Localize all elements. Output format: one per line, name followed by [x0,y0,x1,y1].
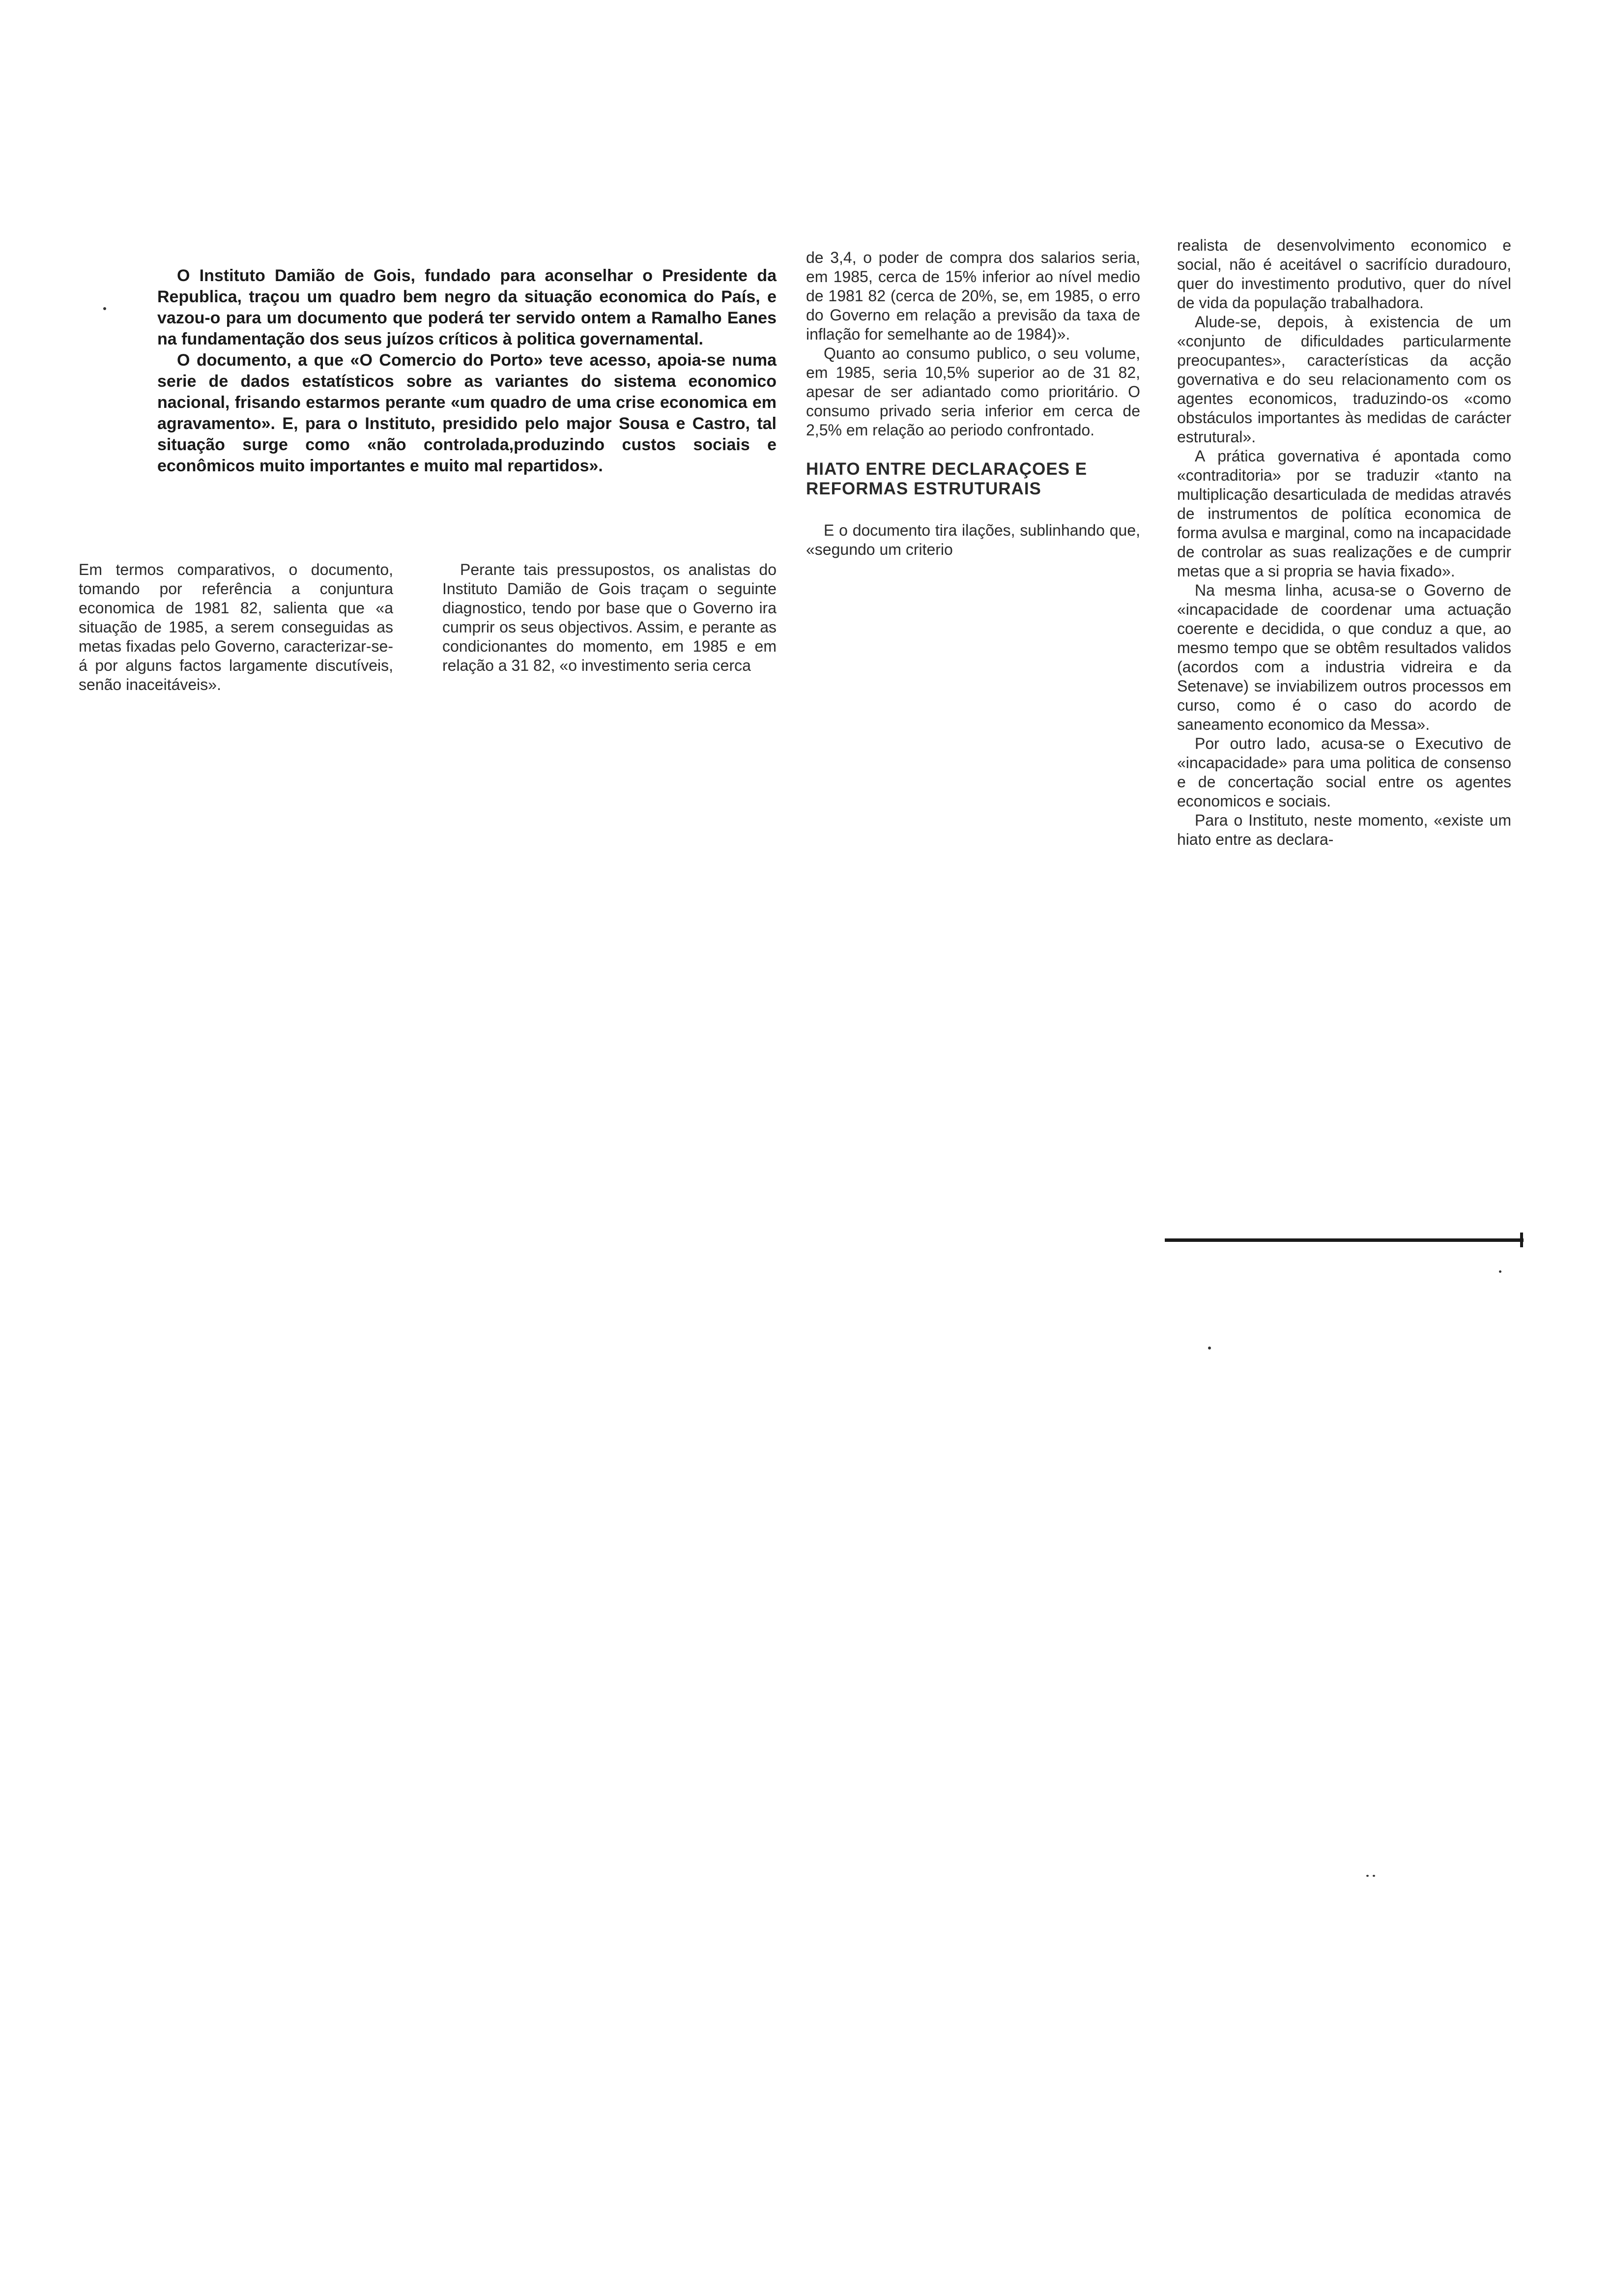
column-end-rule-tick [1520,1233,1523,1247]
section-subheading: HIATO ENTRE DECLARAÇOES E REFORMAS ESTRUTURAIS [806,459,1088,498]
lead-paragraphs [157,265,777,477]
body-paragraph: Quanto ao consumo publico, o seu volume, em 1985, seria 10,5% superior ao de 31 82, apesar de ser adiantado como prioritário. O consumo privado seria inferior em cerca de 2,5% em relação ao periodo confrontado. [806,344,1140,439]
body-paragraph: Para o Instituto, neste momento, «existe um hiato entre as declara- [1177,811,1511,848]
body-paragraph: E o documento tira ilações, sublinhando que, «segundo um criterio [806,521,1140,558]
column-2 [442,560,777,675]
body-paragraph: Em termos comparativos, o documento, tomando por referência a conjuntura economica de 1981 82, salienta que «a situação de 1985, a serem conseguidas as metas fixadas pelo Governo, caracterizar-se-á por alguns factos largamente discutíveis, senão inaceitáveis». [79,561,393,693]
body-paragraph: Alude-se, depois, à existencia de um «conjunto de dificuldades particularmente preocupantes», características da acção governativa e do seu relacionamento com os agentes economicos, traduzindo-os «como obstáculos importantes às medidas de carácter estrutural». [1177,313,1511,446]
body-paragraph: Na mesma linha, acusa-se o Governo de «incapacidade de coordenar uma actuação coerente e decidida, o que conduz a que, ao mesmo tempo que se obtêm resultados validos (acordos com a industria vidreira e da Setenave) se inviabilizem outros processos em curso, como é o caso do acordo de saneamento economico da Messa». [1177,581,1511,733]
scan-speck [1499,1270,1501,1273]
column-end-rule [1165,1238,1524,1242]
scan-speck [1373,1875,1375,1877]
lead-paragraph: O Instituto Damião de Gois, fundado para aconselhar o Presidente da Republica, traçou um quadro bem negro da situação economica do País, e vazou-o para um documento que poderá ter servido ontem a Ramalho Eanes na fundamentação dos seus juízos críticos à politica governamental. [157,266,777,348]
body-paragraph: de 3,4, o poder de compra dos salarios seria, em 1985, cerca de 15% inferior ao nível medio de 1981 82 (cerca de 20%, se, em 1985, o erro do Governo em relação a previsão da taxa de inflação for semelhante ao de 1984)». [806,249,1140,343]
scan-speck [1366,1875,1369,1877]
body-paragraph: realista de desenvolvimento economico e social, não é aceitável o sacrifício duradouro, quer do investimento produtivo, quer do nível de vida da população trabalhadora. [1177,236,1511,312]
scan-speck [1208,1347,1211,1349]
body-paragraph: Por outro lado, acusa-se o Executivo de «incapacidade» para uma politica de consenso e de concertação social entre os agentes economicos e sociais. [1177,735,1511,810]
scan-speck [103,307,106,310]
column-1 [79,560,393,694]
column-4 [1177,236,1511,849]
column-3 [806,248,1140,559]
body-paragraph: Perante tais pressupostos, os analistas do Instituto Damião de Gois traçam o seguinte diagnostico, tendo por base que o Governo ira cumprir os seus objectivos. Assim, e perante as condicionantes do momento, em 1985 e em relação a 31 82, «o investimento seria cerca [442,561,777,674]
lead-paragraph: O documento, a que «O Comercio do Porto» teve acesso, apoia-se numa serie de dados estatísticos sobre as variantes do sistema economico nacional, frisando estarmos perante «um quadro de uma crise economica em agravamento». E, para o Instituto, presidido pelo major Sousa e Castro, tal situação surge como «não controlada,produzindo custos sociais e econômicos muito importantes e muito mal repartidos». [157,351,777,475]
body-paragraph: A prática governativa é apontada como «contraditoria» por se traduzir «tanto na multiplicação desarticulada de medidas através de instrumentos de política economica de forma avulsa e marginal, como na incapacidade de controlar as suas realizações e de cumprir metas que a si propria se havia fixado». [1177,447,1511,580]
